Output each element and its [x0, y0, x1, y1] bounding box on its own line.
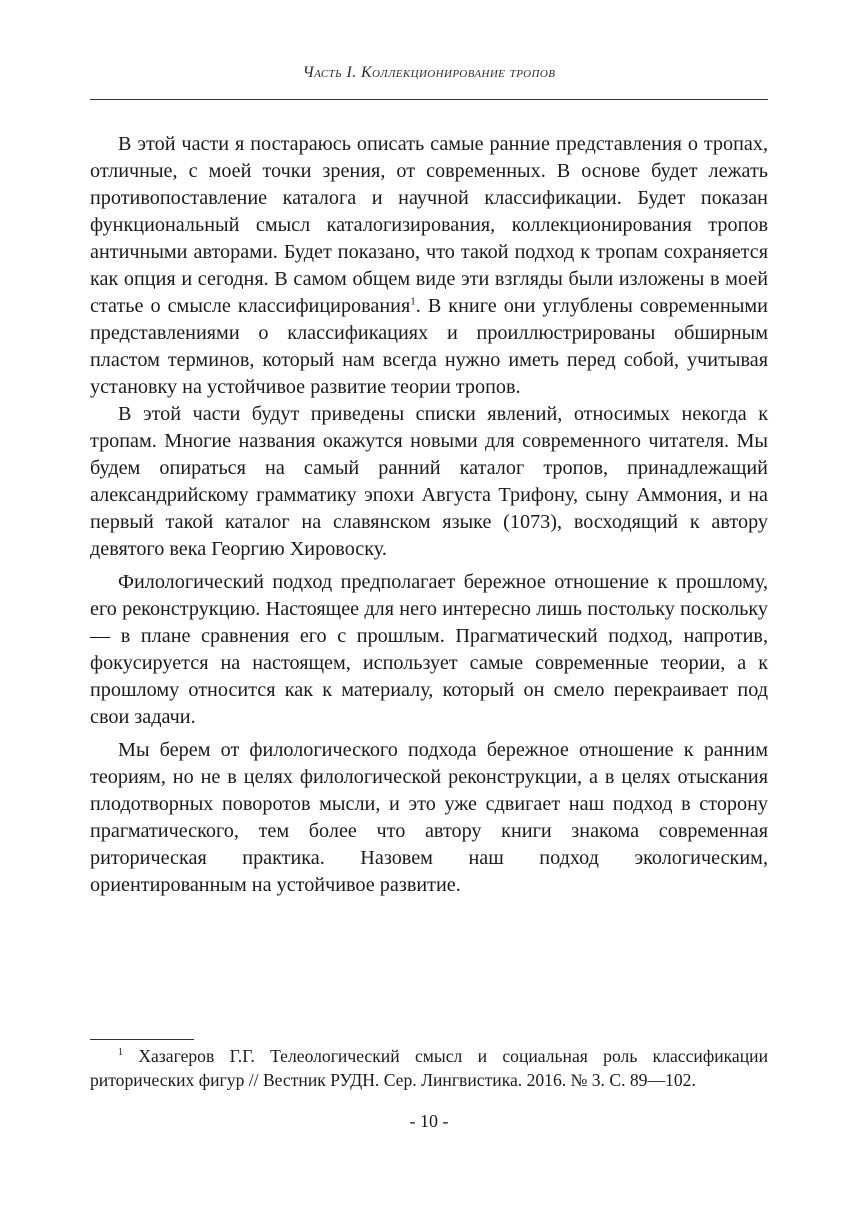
footnote	[90, 1044, 768, 1092]
paragraph-3: Филологический подход предполагает бережное отношение к прошлому, его реконструкцию. Настоящее для него интересно лишь постольку поскольку — в плане сравнения его с прошлым. Прагматический подход, напротив, фокусируется на настоящем, использует самые современные теории, а к прошлому относится как к материалу, который он смело перекраивает под свои задачи.	[90, 571, 768, 728]
body-text	[90, 131, 768, 899]
paragraph-1-text: В этой части я постараюсь описать самые ранние представления о тропах, отличные, с моей точки зрения, от современных. В основе будет лежать противопоставление каталога и научной классификации. Будет показан функциональный смысл каталогизирования, коллекционирования тропов античными авторами. Будет показано, что такой подход к тропам сохраняется как опция и сегодня. В самом общем виде эти взгляды были изложены в моей статье о смысле классифицирования	[90, 133, 768, 317]
footnote-mark: 1	[118, 1047, 123, 1059]
running-head: Часть I. Коллекционирование тропов	[302, 64, 556, 81]
paragraph-1-text-cont: . В книге они углублены современными представлениями о классификациях и проиллюстрированы обширным пластом терминов, который нам всегда нужно иметь перед собой, учитывая установку на устойчивое развитие теории тропов.	[90, 295, 768, 398]
header-rule	[90, 99, 768, 100]
page-number: - 10 -	[409, 1111, 449, 1131]
paragraph-1	[90, 131, 768, 401]
paragraph-4: Мы берем от филологического подхода бережное отношение к ранним теориям, но не в целях филологической реконструкции, а в целях отыскания плодотворных поворотов мысли, и это уже сдвигает наш подход в сторону прагматического, тем более что автору книги знакома современная риторическая практика. Назовем наш подход экологическим, ориентированным на устойчивое развитие.	[90, 739, 768, 896]
paragraph-2: В этой части будут приведены списки явлений, относимых некогда к тропам. Многие названия окажутся новыми для современного читателя. Мы будем опираться на самый ранний каталог тропов, принадлежащий александрийскому грамматику эпохи Августа Трифону, сыну Аммония, и на первый такой каталог на славянском языке (1073), восходящий к автору девятого века Георгию Хировоску.	[90, 403, 768, 560]
footnote-text: Хазагеров Г.Г. Телеологический смысл и социальная роль классификации риторических фигур // Вестник РУДН. Сер. Лингвистика. 2016. № 3. С. 89—102.	[90, 1046, 768, 1090]
footnote-rule	[90, 1039, 194, 1040]
footnote-reference[interactable]: 1	[410, 295, 416, 308]
